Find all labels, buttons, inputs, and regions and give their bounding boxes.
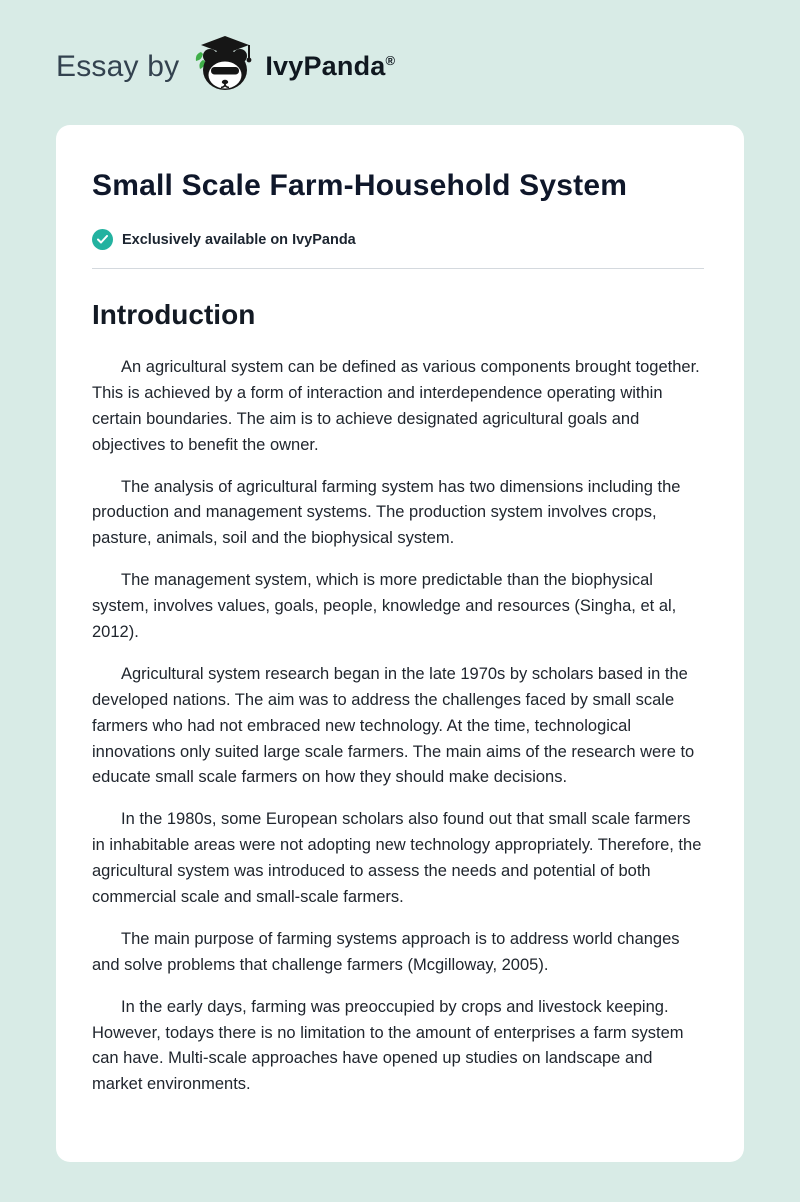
- paragraph: The analysis of agricultural farming system has two dimensions including the production and management systems. The production system involves crops, pasture, animals, soil and the biophysical system.: [92, 477, 681, 548]
- availability-label: Exclusively available on IvyPanda: [122, 231, 356, 248]
- section-heading-introduction: Introduction: [92, 299, 256, 330]
- brand-text: IvyPanda: [265, 51, 386, 81]
- ivypanda-logo-link[interactable]: [193, 34, 395, 99]
- page-title: Small Scale Farm-Household System: [92, 169, 628, 202]
- essay-by-label: Essay by: [56, 49, 180, 83]
- panda-logo-icon: [193, 34, 255, 99]
- brand-name: [265, 51, 395, 82]
- divider: [92, 268, 704, 269]
- paragraph: The management system, which is more predictable than the biophysical system, involves values, goals, people, knowledge and resources (Singha, et al, 2012).: [92, 571, 677, 642]
- paragraph: Agricultural system research began in the late 1970s by scholars based in the developed nations. The aim was to address the challenges faced by small scale farmers who had not embraced new technology. At the time, technological innovations only suited large scale farmers. The main aims of the research were to educate small scale farmers on how they should make decisions.: [92, 664, 695, 787]
- availability-row: [92, 229, 704, 250]
- paragraph: In the 1980s, some European scholars also found out that small scale farmers in inhabitable areas were not adopting new technology appropriately. Therefore, the agricultural system was introduced to assess the needs and potential of both commercial scale and small-scale farmers.: [92, 810, 702, 907]
- essay-card: [56, 125, 744, 1162]
- paragraph: In the early days, farming was preoccupied by crops and livestock keeping. However, todays there is no limitation to the amount of enterprises a farm system can have. Multi-scale approaches have opened up studies on landscape and market environments.: [92, 997, 684, 1094]
- paragraph: The main purpose of farming systems approach is to address world changes and solve problems that challenge farmers (Mcgilloway, 2005).: [92, 929, 680, 974]
- check-icon: [92, 229, 113, 250]
- paragraph: An agricultural system can be defined as various components brought together. This is achieved by a form of interaction and interdependence operating within certain boundaries. The aim is to achieve designated agricultural goals and objectives to benefit the owner.: [92, 358, 700, 454]
- site-header: [0, 0, 800, 125]
- registered-mark: ®: [385, 53, 396, 68]
